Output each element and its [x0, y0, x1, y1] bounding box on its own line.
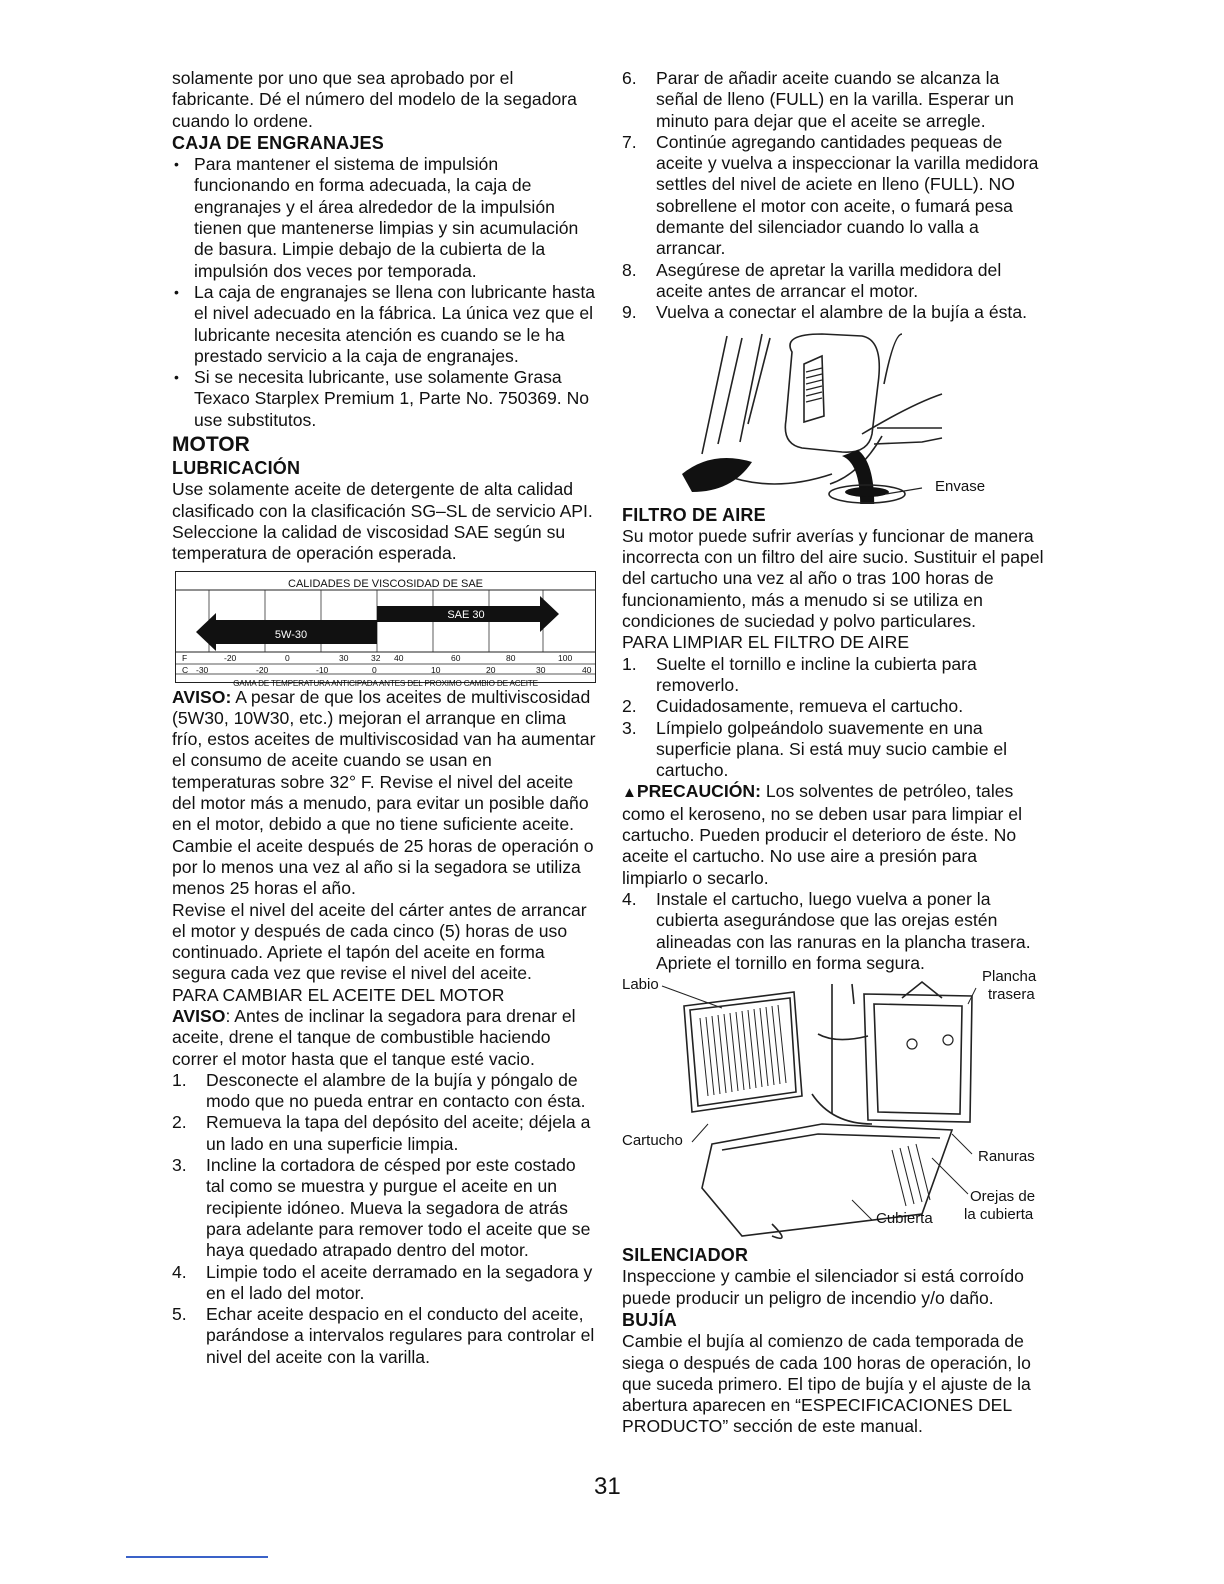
silenciador-heading: SILENCIADOR [622, 1245, 749, 1266]
f-tick: 100 [558, 652, 573, 663]
plancha-label: Plancha [982, 968, 1037, 986]
f-tick: 30 [339, 652, 349, 663]
step-text: Suelte el tornillo e incline la cubierta para removerlo. [656, 653, 977, 695]
aviso-text: : Antes de inclinar la segadora para drenar el aceite, drene el tanque de combustible haciendo correr el motor hasta que el tanque esté vacio. [172, 1005, 576, 1069]
precaucion-label: PRECAUCIÓN: [636, 781, 761, 802]
precaucion-text: Los solventes de petróleo, tales como el keroseno, no se deben usar para limpiar el cartucho. Pueden producir el deterioro de éste. No aceite el cartucho. No use aire a presión para limpiarlo o secarlo. [622, 781, 1022, 888]
c-tick: 10 [431, 664, 441, 675]
oil-steps-list [172, 1070, 596, 1368]
f-tick: -20 [224, 652, 237, 663]
f-tick: 80 [506, 652, 516, 663]
list-item [172, 1262, 596, 1305]
step-number: 3. [172, 1155, 187, 1176]
caja-bullet: • Para mantener el sistema de impulsión funcionando en forma adecuada, la caja de engranajes y el área alrededor de la impulsión tienen que mantenerse limpias y sin acumulación de basura. Limpie debajo de la cubierta de la impulsión dos veces por temporada. [172, 154, 596, 282]
lubricacion-text: Use solamente aceite de detergente de alta calidad clasificado con la clasificación SG–SL de servicio API. Seleccione la calidad de viscosidad SAE según su temperatura de operación esperada. [172, 479, 593, 564]
list-item [172, 1155, 596, 1261]
c-tick: 20 [486, 664, 496, 675]
step-number: 6. [622, 68, 637, 88]
right-column [622, 68, 1046, 1438]
list-item [622, 654, 1046, 697]
aviso-multiviscosidad [172, 687, 596, 836]
oil-drain-illustration [622, 324, 1046, 504]
step-text: Instale el cartucho, luego vuelva a poner la cubierta asegurándose que las orejas estén alineadas con las ranuras en la plancha trasera. Apriete el tornillo en forma segura. [656, 888, 1031, 973]
envase-label: Envase [935, 477, 986, 495]
step-text: Desconecte el alambre de la bujía y póngalo de modo que no pueda entrar en contacto con ésta. [206, 1069, 586, 1112]
aviso-drenar [172, 1006, 596, 1070]
list-item [172, 1112, 596, 1155]
filtro-heading: FILTRO DE AIRE [622, 504, 766, 525]
aviso-label: AVISO: [172, 686, 232, 707]
lubricacion-heading: LUBRICACIÓN [172, 458, 301, 479]
list-item [622, 302, 1046, 323]
step-number: 7. [622, 131, 637, 152]
step-text: Cuidadosamente, remueva el cartucho. [656, 696, 964, 717]
step-number: 4. [172, 1261, 187, 1282]
list-item [622, 68, 1046, 132]
list-item [622, 889, 1046, 974]
step-number: 2. [172, 1112, 187, 1133]
list-item [622, 132, 1046, 260]
list-item [622, 260, 1046, 303]
caja-bullet-list [172, 154, 596, 431]
step-text: Echar aceite despacio en el conducto del aceite, parándose a intervalos regulares para controlar el nivel del aceite con la varilla. [206, 1304, 595, 1367]
caja-heading: CAJA DE ENGRANAJES [172, 132, 384, 153]
aviso-label: AVISO [172, 1005, 226, 1026]
cubierta-orejas-label: la cubierta [964, 1206, 1034, 1224]
oil-steps-list-continued [622, 68, 1046, 324]
f-tick: 40 [394, 652, 404, 663]
caja-bullet: • La caja de engranajes se llena con lubricante hasta el nivel adecuado en la fábrica. La única vez que el lubricante necesita atención es cuando se le ha prestado servicio a la caja de engranajes. [172, 282, 596, 367]
sae30-label: SAE 30 [447, 608, 485, 621]
step-text: Asegúrese de apretar la varilla medidora del aceite antes de arrancar el motor. [656, 259, 1002, 301]
aviso-text: A pesar de que los aceites de multiviscosidad (5W30, 10W30, etc.) mejoran el arranque en clima frío, estos aceites de multiviscosidad van ha aumentar el consumo de aceite cuando se usan en temperaturas sobre 32° F. Revise el nivel del aceite del motor más a menudo, para evitar un posible daño en el motor, debido a que no tiene suficiente aceite. [172, 686, 596, 835]
cambie-text: Cambie el aceite después de 25 horas de operación o por lo menos una vez al año si la segadora se utiliza menos 25 horas el año. [172, 835, 594, 899]
c-tick: -20 [256, 664, 269, 675]
c-tick: 0 [372, 664, 377, 675]
c-axis-label: C [182, 664, 189, 675]
step-number: 5. [172, 1304, 187, 1325]
page-number: 31 [594, 1473, 621, 1500]
step-text: Parar de añadir aceite cuando se alcanza la señal de lleno (FULL) en la varilla. Esperar un minuto para dejar que el aceite se arregle. [656, 68, 1014, 131]
list-item [172, 1070, 596, 1113]
para-cambiar-heading: PARA CAMBIAR EL ACEITE DEL MOTOR [172, 984, 505, 1005]
step-number: 8. [622, 259, 637, 280]
bujia-text: Cambie el bujía al comienzo de cada temporada de siega o después de cada 100 horas de operación, lo que suceda primero. El tipo de bujía y el ajuste de la abertura aparecen en “ESPECIFICACIONES DEL PRODUCTO” sección de este manual. [622, 1331, 1031, 1437]
bujia-heading: BUJÍA [622, 1309, 678, 1330]
orejas-label: Orejas de [970, 1188, 1036, 1206]
f-tick: 0 [285, 652, 290, 663]
f-tick: 60 [451, 652, 461, 663]
step-number: 2. [622, 696, 637, 717]
step-number: 1. [622, 653, 637, 674]
cubierta-label: Cubierta [876, 1210, 933, 1228]
step-number: 4. [622, 888, 637, 909]
step-number: 1. [172, 1069, 187, 1090]
left-column [172, 68, 596, 1368]
c-tick: 30 [536, 664, 546, 675]
viscosity-chart-title: CALIDADES DE VISCOSIDAD DE SAE [288, 577, 483, 590]
filter-step-4 [622, 889, 1046, 974]
5w30-label: 5W-30 [274, 628, 308, 641]
viscosity-chart [175, 571, 596, 688]
c-tick: -10 [316, 664, 329, 675]
viscosity-chart-footer: GAMA DE TEMPERATURA ANTICIPADA ANTES DEL PROXIMO CAMBIO DE ACEITE [233, 678, 538, 688]
revise-text: Revise el nivel del aceite del cárter antes de arrancar el motor y después de cada cinco (5) horas de uso continuado. Apriete el tapón del aceite en forma segura cada vez que revise el nivel del aceite. [172, 899, 587, 984]
warning-triangle-icon: ▲ [622, 784, 637, 802]
step-text: Remueva la tapa del depósito del aceite; déjela a un lado en una superficie limpia. [206, 1112, 591, 1154]
ranuras-label: Ranuras [978, 1148, 1035, 1166]
precaucion-paragraph [622, 781, 1046, 888]
cartucho-label: Cartucho [622, 1132, 683, 1150]
list-item [622, 718, 1046, 782]
silenciador-text: Inspeccione y cambie el silenciador si está corroído puede producir un peligro de incendio y/o daño. [622, 1266, 1024, 1308]
step-text: Continúe agregando cantidades pequeas de aceite y vuelva a inspeccionar la varilla medidora settles del nivel de aciete en lleno (FULL). NO sobrellene el motor con aceite, o fumará pesa demante del silenciador cuando lo valla a arrancar. [656, 131, 1039, 259]
labio-label: Labio [622, 976, 659, 994]
step-number: 3. [622, 717, 637, 738]
f-tick: 32 [371, 652, 381, 663]
f-axis-label: F [182, 652, 188, 663]
list-item [622, 696, 1046, 717]
step-text: Incline la cortadora de césped por este costado tal como se muestra y purgue el aceite en un recipiente idóneo. Mueva la segadora de atrás para adelante para remover todo el aceite que se haya quedado atrapado dentro del motor. [206, 1155, 591, 1261]
oil-drain-figure [622, 324, 1046, 504]
filtro-text: Su motor puede sufrir averías y funcionar de manera incorrecta con un filtro del aire sucio. Sustituir el papel del cartucho una vez al año o tras 100 horas de funcionamiento, más a menudo si se utiliza en condiciones de suciedad y polvo particulares. [622, 525, 1044, 632]
trasera-label: trasera [988, 986, 1035, 1004]
c-tick: -30 [196, 664, 209, 675]
step-text: Límpielo golpeándolo suavemente en una superficie plana. Si está muy sucio cambie el cartucho. [656, 717, 1008, 781]
step-text: Vuelva a conectar el alambre de la bujía a ésta. [656, 302, 1027, 323]
motor-heading: MOTOR [172, 433, 250, 457]
footer-divider [126, 1556, 268, 1558]
filter-steps-list [622, 654, 1046, 782]
step-text: Limpie todo el aceite derramado en la segadora y en el lado del motor. [206, 1261, 593, 1303]
air-filter-figure [622, 968, 1046, 1244]
caja-bullet: • Si se necesita lubricante, use solamente Grasa Texaco Starplex Premium 1, Parte No. 750369. No use substitutos. [172, 367, 596, 431]
c-tick: 40 [582, 664, 592, 675]
step-number: 9. [622, 302, 637, 323]
intro-text: solamente por uno que sea aprobado por el fabricante. Dé el número del modelo de la segadora cuando lo ordene. [172, 68, 577, 131]
para-limpiar-heading: PARA LIMPIAR EL FILTRO DE AIRE [622, 632, 910, 653]
list-item [172, 1304, 596, 1368]
